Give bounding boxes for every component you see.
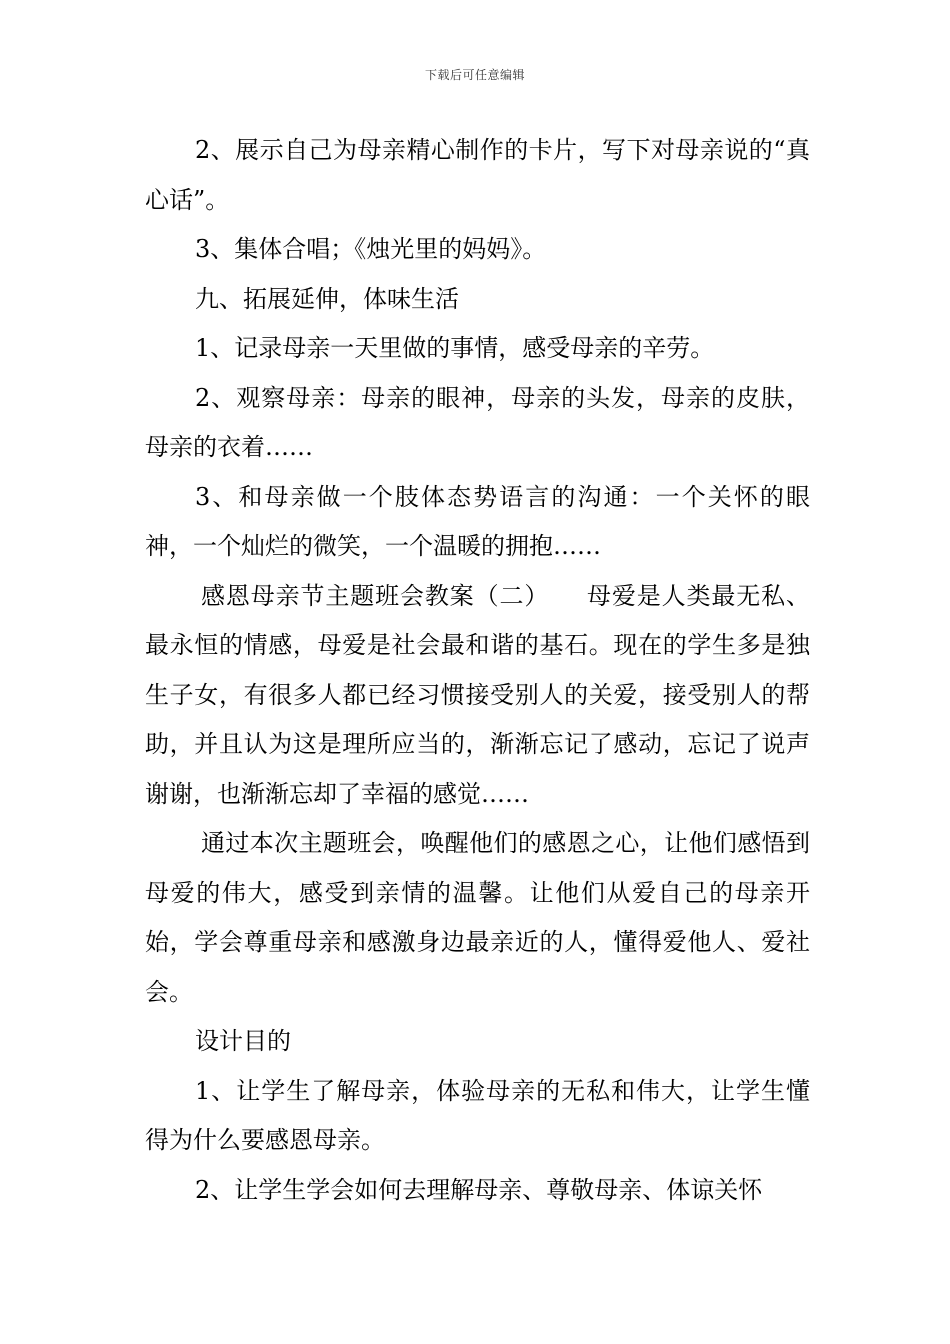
section-heading: 设计目的 — [195, 1027, 291, 1055]
page-header: 下载后可任意编辑 — [424, 68, 525, 82]
paragraph: 通过本次主题班会，唤醒他们的感恩之心，让他们感悟到母爱的伟大，感受到亲情的温馨。让他们从爱自己的母亲开始，学会尊重母亲和感激身边最亲近的人，懂得爱他人、爱社会。 — [145, 829, 810, 1006]
document-body — [145, 126, 810, 1215]
paragraph: 感恩母亲节主题班会教案（二） 母爱是人类最无私、最永恒的情感，母爱是社会最和谐的基石。现在的学生多是独生子女，有很多人都已经习惯接受别人的关爱，接受别人的帮助，并且认为这是理所应当的，渐渐忘记了感动，忘记了说声谢谢，也渐渐忘却了幸福的感觉…… — [145, 581, 810, 808]
paragraph: 1、记录母亲一天里做的事情，感受母亲的辛劳。 — [195, 334, 715, 362]
section-heading: 九、拓展延伸，体味生活 — [195, 284, 459, 313]
paragraph: 2、观察母亲：母亲的眼神，母亲的头发，母亲的皮肤，母亲的衣着…… — [145, 383, 810, 461]
paragraph: 2、展示自己为母亲精心制作的卡片，写下对母亲说的“真心话”。 — [145, 136, 810, 214]
paragraph: 1、让学生了解母亲，体验母亲的无私和伟大，让学生懂得为什么要感恩母亲。 — [145, 1076, 810, 1154]
paragraph: 3、和母亲做一个肢体态势语言的沟通：一个关怀的眼神，一个灿烂的微笑，一个温暖的拥抱…… — [145, 482, 810, 560]
paragraph: 3、集体合唱；《烛光里的妈妈》。 — [195, 235, 547, 263]
paragraph: 2、让学生学会如何去理解母亲、尊敬母亲、体谅关怀 — [195, 1175, 763, 1204]
